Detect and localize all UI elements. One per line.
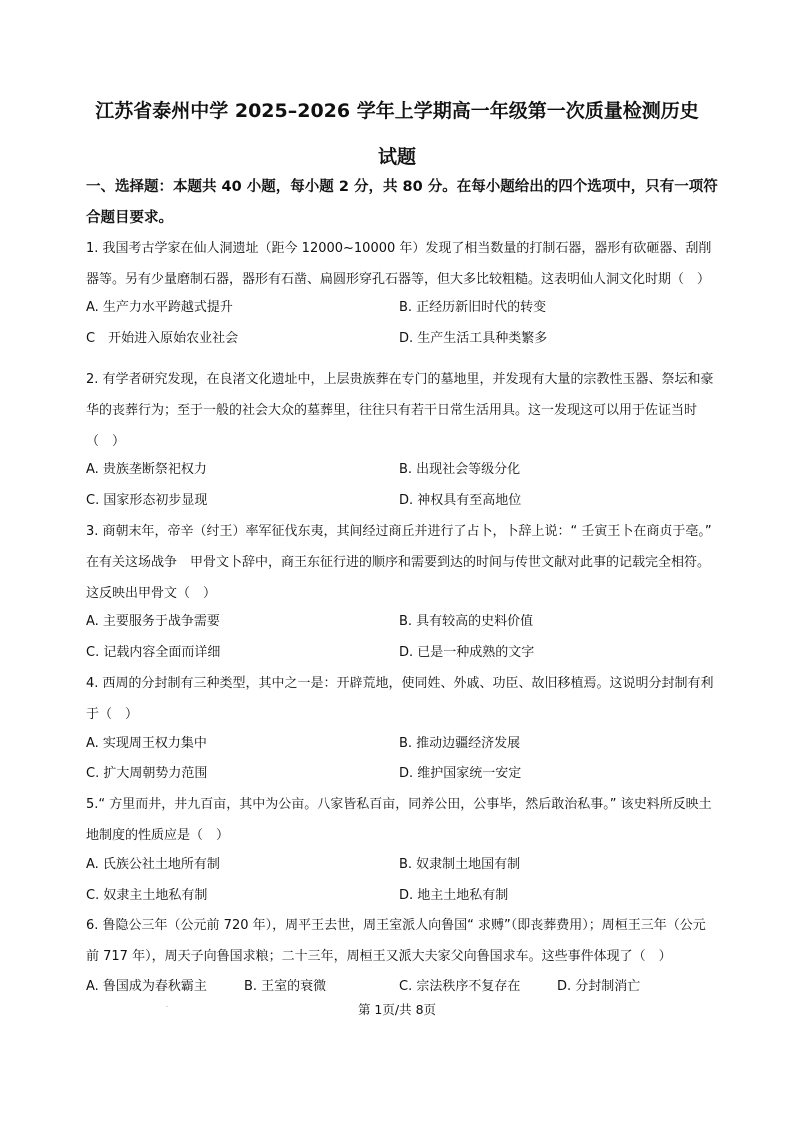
question-3-option-b: B. 具有较高的史料价值 [399, 614, 534, 629]
question-6-option-c: C. 宗法秩序不复存在 [399, 979, 521, 994]
question-2-stem: 2. 有学者研究发现，在良渚文化遗址中，上层贵族葬在专门的墓地里，并发现有大量的宗教性玉器、祭坛和豪华的丧葬行为；至于一般的社会大众的墓葬里，往往只有若干日常生活用具。这一发现这可以用于佐证当时（ ） [86, 372, 714, 449]
exam-title-line-1: 江苏省泰州中学 2025–2026 学年上学期高一年级第一次质量检测历史 [95, 100, 699, 122]
question-5-option-b: B. 奴隶制土地国有制 [399, 857, 521, 872]
question-5-option-d: D. 地主土地私有制 [399, 888, 509, 903]
question-2-option-d: D. 神权具有至高地位 [399, 493, 522, 508]
question-4-option-b: B. 推动边疆经济发展 [399, 736, 521, 751]
question-1-stem: 1. 我国考古学家在仙人洞遗址（距今 12000~10000 年）发现了相当数量的打制石器，器形有砍砸器、刮削器等。另有少量磨制石器，器形有石凿、扁圆形穿孔石器等，但大多比较粗糙。这表明仙人洞文化时期（ ） [86, 241, 712, 287]
question-4-stem: 4. 西周的分封制有三种类型，其中之一是：开辟荒地，使同姓、外戚、功臣、故旧移植焉。这说明分封制有利于（ ） [86, 676, 714, 722]
question-1-option-a: A. 生产力水平跨越式提升 [86, 300, 233, 315]
question-4-option-d: D. 维护国家统一安定 [399, 766, 522, 781]
question-6-option-a: A. 鲁国成为春秋霸主 [86, 979, 207, 994]
question-5-option-c: C. 奴隶主土地私有制 [86, 888, 208, 903]
question-6-option-d: D. 分封制消亡 [557, 979, 641, 994]
question-2-option-c: C. 国家形态初步显现 [86, 493, 208, 508]
question-5-stem: 5.“ 方里而井，井九百亩，其中为公亩。八家皆私百亩，同养公田，公事毕，然后敢治私事。” 该史料所反映土地制度的性质应是（ ） [86, 797, 712, 843]
question-1-option-c: C 开始进入原始农业社会 [86, 331, 239, 346]
question-4-option-a: A. 实现周王权力集中 [86, 736, 207, 751]
exam-title-line-2: 试题 [377, 146, 416, 168]
question-1-option-b: B. 正经历新旧时代的转变 [399, 300, 547, 315]
question-5-option-a: A. 氏族公社土地所有制 [86, 857, 220, 872]
question-2-option-b: B. 出现社会等级分化 [399, 462, 521, 477]
question-3-option-d: D. 已是一种成熟的文字 [399, 645, 535, 660]
page-footer: 第 1页/共 8页 [357, 1002, 437, 1017]
stray-mark: · [166, 1004, 168, 1011]
question-1-option-d: D. 生产生活工具种类繁多 [399, 331, 548, 346]
question-4-option-c: C. 扩大周朝势力范围 [86, 766, 208, 781]
question-3-option-c: C. 记载内容全面而详细 [86, 645, 221, 660]
question-6-stem: 6. 鲁隐公三年（公元前 720 年），周平王去世，周王室派人向鲁国“ 求赙”（即丧葬费用）；周桓王三年（公元前 717 年），周天子向鲁国求粮；二十三年，周桓王又派大夫家父向鲁国求车。这些事件体现了（ ） [86, 918, 706, 964]
question-3-stem: 3. 商朝末年，帝辛（纣王）率军征伐东夷，其间经过商丘并进行了占卜，卜辞上说：“ 壬寅王卜在商贞于亳。” 在有关这场战争 甲骨文卜辞中，商王东征行进的顺序和需要到达的时间与传世文献对此事的记载完全相符。这反映出甲骨文（ ） [86, 524, 712, 601]
section-heading: 一、选择题：本题共 40 小题，每小题 2 分，共 80 分。在每小题给出的四个选项中，只有一项符合题目要求。 [86, 179, 718, 226]
question-3-option-a: A. 主要服务于战争需要 [86, 614, 220, 629]
question-6-option-b: B. 王室的衰微 [244, 979, 327, 994]
question-2-option-a: A. 贵族垄断祭祀权力 [86, 462, 207, 477]
